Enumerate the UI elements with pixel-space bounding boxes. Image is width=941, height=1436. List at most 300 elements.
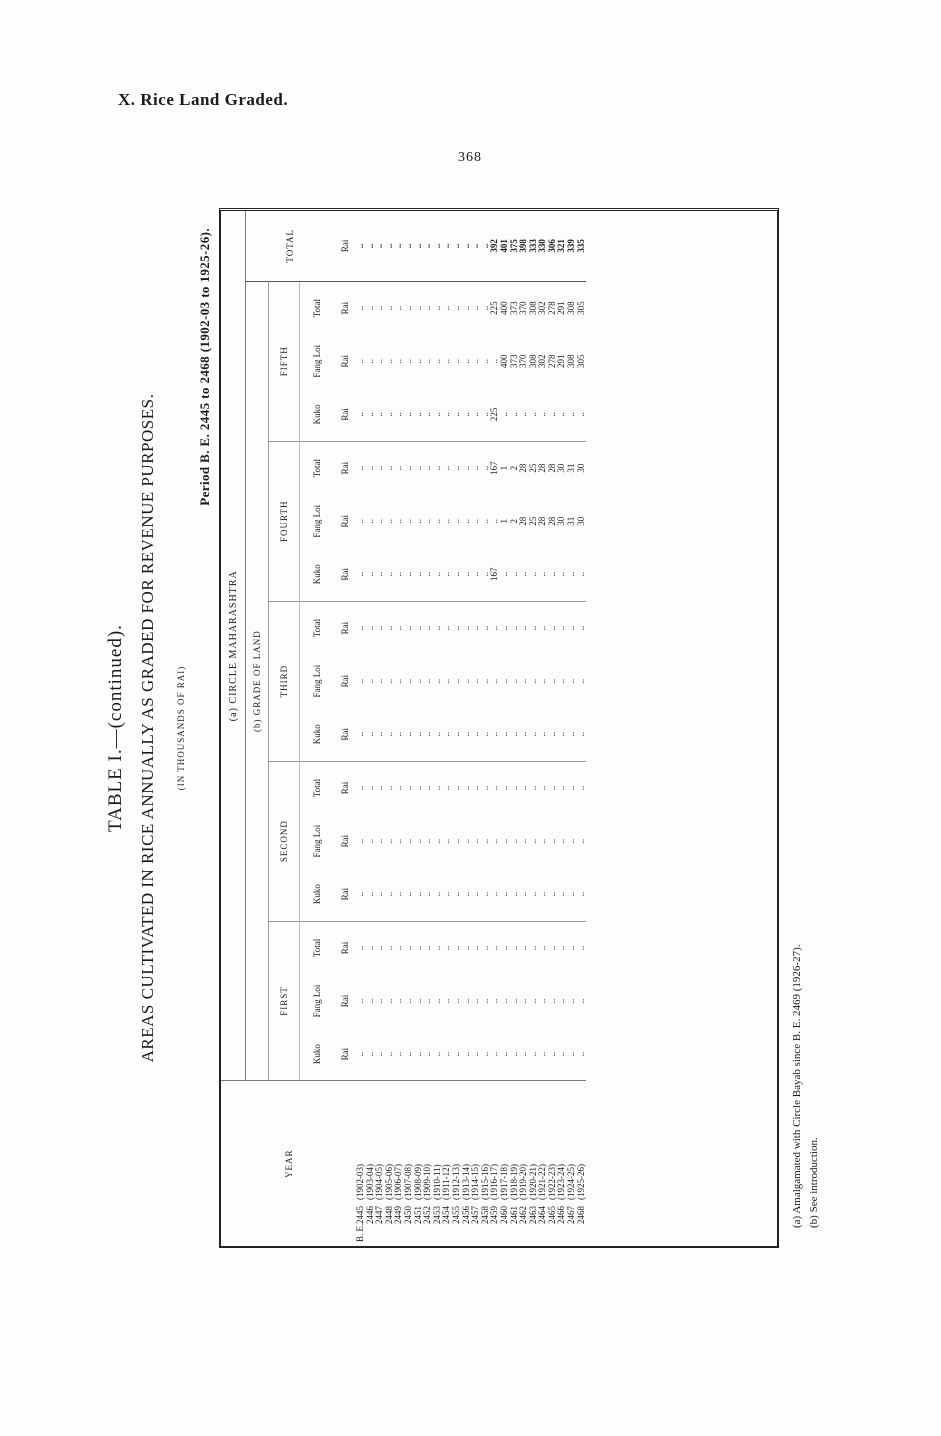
cell-fifth: ..: [441, 359, 452, 364]
year-ad: (1919-20): [518, 1164, 529, 1200]
subcol-fang-loi: Fang Loi: [312, 984, 322, 1018]
cell-fifth: ..: [471, 388, 481, 441]
cell-empty: ..: [393, 945, 404, 951]
table-row: [577, 211, 587, 1246]
year-header: YEAR: [221, 1081, 356, 1246]
footnote-b: (b) See introduction.: [808, 1137, 820, 1228]
cell-empty: ..: [460, 945, 471, 951]
cell-empty: ..: [567, 868, 577, 921]
cell-fourth: ..: [383, 518, 394, 524]
cell-empty: ..: [490, 708, 500, 761]
year-be: 2464: [537, 1206, 548, 1224]
unit-label: Rai: [340, 781, 350, 795]
cell-empty: ..: [412, 625, 423, 631]
unit-label: Rai: [340, 941, 350, 955]
year-be: 2451: [412, 1206, 423, 1224]
cell-fourth: ..: [394, 548, 404, 601]
year-ad: (1915-16): [479, 1164, 490, 1200]
year-be: 2457: [470, 1206, 481, 1224]
cell-empty: ..: [422, 785, 433, 791]
cell-fifth: ..: [364, 305, 375, 311]
table-row: [442, 211, 452, 1246]
cell-fourth: 28: [518, 463, 529, 473]
table-row: [471, 211, 481, 1246]
cell-empty: ..: [431, 785, 442, 791]
cell-empty: ..: [566, 625, 577, 631]
era-label: B. E.: [355, 1223, 365, 1242]
cell-fifth: ..: [402, 359, 413, 364]
table-body: [356, 211, 586, 1246]
cell-fourth: ..: [355, 465, 365, 471]
total-header: TOTAL: [246, 211, 335, 281]
cell-empty: ..: [577, 708, 587, 761]
page-number: 368: [458, 150, 482, 165]
cell-empty: ..: [537, 1051, 548, 1057]
cell-fourth: ..: [510, 548, 520, 601]
cell-fourth: ..: [356, 548, 366, 601]
cell-fourth: ..: [355, 518, 365, 524]
cell-empty: ..: [479, 1051, 490, 1057]
table-row: [481, 211, 491, 1246]
table-period: Period B. E. 2445 to 2468 (1902-03 to 1925-26).: [197, 228, 212, 506]
cell-fourth: ..: [470, 465, 481, 471]
cell-empty: ..: [529, 708, 539, 761]
cell-empty: ..: [412, 678, 423, 684]
cell-fifth: ..: [442, 388, 452, 441]
cell-total: 330: [538, 211, 548, 281]
cell-empty: ..: [385, 708, 395, 761]
table-frame: [219, 208, 779, 1248]
cell-fourth: ..: [393, 465, 404, 471]
cell-total: ..: [433, 211, 443, 281]
cell-empty: ..: [518, 625, 529, 631]
cell-empty: ..: [364, 838, 375, 844]
cell-fourth: ..: [383, 465, 394, 471]
cell-fourth: 25: [527, 516, 538, 526]
cell-empty: ..: [441, 1051, 452, 1057]
cell-empty: ..: [364, 625, 375, 631]
cell-fifth: ..: [355, 305, 365, 311]
year-be: 2459: [489, 1206, 500, 1224]
cell-empty: ..: [498, 625, 509, 631]
grade-fourth: FOURTH: [269, 441, 300, 601]
year-ad: (1910-11): [431, 1164, 442, 1200]
cell-fifth: ..: [462, 388, 472, 441]
cell-empty: ..: [441, 998, 452, 1004]
cell-empty: ..: [489, 1051, 500, 1057]
cell-fifth: 370: [518, 301, 529, 315]
cell-fourth: 28: [537, 463, 548, 473]
year-be: 2455: [450, 1206, 461, 1224]
cell-fifth: ..: [538, 388, 548, 441]
cell-fifth: 308: [566, 301, 577, 315]
cell-empty: ..: [498, 945, 509, 951]
cell-empty: ..: [489, 785, 500, 791]
cell-fifth: 291: [556, 354, 567, 369]
cell-empty: ..: [442, 708, 452, 761]
year-ad: (1908-09): [412, 1164, 423, 1200]
cell-empty: ..: [422, 838, 433, 844]
cell-fifth: ..: [414, 388, 424, 441]
table-header: [221, 211, 356, 1246]
cell-empty: ..: [431, 998, 442, 1004]
cell-fifth: 373: [508, 301, 519, 315]
cell-fourth: 167: [489, 461, 500, 475]
year-ad: (1903-04): [364, 1164, 375, 1200]
year-ad: (1917-18): [498, 1164, 509, 1200]
cell-empty: ..: [402, 998, 413, 1004]
cell-fourth: 31: [566, 463, 577, 473]
cell-empty: ..: [450, 945, 461, 951]
unit-label: Rai: [340, 834, 350, 848]
cell-empty: ..: [470, 678, 481, 684]
cell-fourth: 2: [508, 518, 519, 524]
cell-empty: ..: [546, 998, 557, 1004]
cell-fourth: ..: [460, 465, 471, 471]
cell-empty: ..: [414, 708, 424, 761]
cell-fifth: ..: [423, 388, 433, 441]
table-row: [366, 211, 376, 1246]
year-be: 2463: [527, 1206, 538, 1224]
cell-fifth: ..: [548, 388, 558, 441]
cell-fourth: ..: [422, 465, 433, 471]
cell-empty: ..: [498, 785, 509, 791]
cell-empty: ..: [460, 678, 471, 684]
year-be: 2447: [374, 1206, 385, 1224]
unit-label: Rai: [334, 548, 356, 601]
year-be: 2448: [383, 1206, 394, 1224]
cell-empty: ..: [556, 785, 567, 791]
year-be: 2454: [441, 1206, 452, 1224]
subcol-fang-loi: Fang Loi: [312, 664, 322, 698]
cell-empty: ..: [412, 838, 423, 844]
cell-empty: ..: [518, 998, 529, 1004]
table-row: [414, 211, 424, 1246]
cell-fourth: ..: [548, 548, 558, 601]
cell-fifth: ..: [402, 305, 413, 311]
cell-empty: ..: [470, 945, 481, 951]
cell-empty: ..: [566, 998, 577, 1004]
year-ad: (1916-17): [489, 1164, 500, 1200]
table-row: [462, 211, 472, 1246]
cell-fourth: ..: [366, 548, 376, 601]
cell-empty: ..: [423, 708, 433, 761]
cell-fifth: ..: [460, 359, 471, 364]
cell-total: ..: [385, 211, 395, 281]
cell-total: 306: [548, 211, 558, 281]
cell-empty: ..: [355, 678, 365, 684]
cell-fifth: ..: [412, 305, 423, 311]
cell-empty: ..: [508, 1051, 519, 1057]
cell-fourth: 28: [546, 463, 557, 473]
cell-empty: ..: [355, 1051, 365, 1057]
cell-empty: ..: [412, 1051, 423, 1057]
cell-total: 321: [557, 211, 567, 281]
cell-empty: ..: [450, 625, 461, 631]
cell-fifth: 302: [537, 301, 548, 315]
year-ad: (1921-22): [537, 1164, 548, 1200]
cell-total: 339: [567, 211, 577, 281]
cell-fifth: 400: [498, 354, 509, 369]
subcol-kuko: Kuko: [312, 1044, 322, 1065]
cell-total: ..: [462, 211, 472, 281]
cell-empty: ..: [546, 785, 557, 791]
rice-land-table: [221, 211, 586, 1246]
cell-empty: ..: [489, 678, 500, 684]
cell-fifth: 225: [490, 388, 500, 441]
cell-fourth: ..: [452, 548, 462, 601]
cell-empty: ..: [556, 625, 567, 631]
cell-empty: ..: [383, 678, 394, 684]
cell-fifth: ..: [452, 388, 462, 441]
cell-empty: ..: [422, 998, 433, 1004]
grade-first: FIRST: [269, 921, 300, 1081]
cell-empty: ..: [490, 868, 500, 921]
cell-empty: ..: [431, 1051, 442, 1057]
cell-empty: ..: [375, 868, 385, 921]
cell-empty: ..: [383, 838, 394, 844]
cell-empty: ..: [548, 708, 558, 761]
rotated-table-block: [105, 208, 845, 1248]
cell-empty: ..: [546, 838, 557, 844]
cell-empty: ..: [383, 625, 394, 631]
cell-empty: ..: [498, 678, 509, 684]
cell-fourth: ..: [364, 518, 375, 524]
cell-fifth: 370: [518, 354, 529, 369]
cell-fifth: ..: [529, 388, 539, 441]
cell-empty: ..: [575, 785, 586, 791]
cell-empty: ..: [355, 838, 365, 844]
unit-label: Rai: [340, 514, 350, 528]
cell-empty: ..: [433, 708, 443, 761]
cell-empty: ..: [402, 1051, 413, 1057]
cell-empty: ..: [422, 945, 433, 951]
cell-empty: ..: [575, 945, 586, 951]
cell-fourth: ..: [489, 518, 500, 524]
cell-fifth: ..: [470, 305, 481, 311]
cell-fourth: ..: [402, 518, 413, 524]
cell-empty: ..: [538, 868, 548, 921]
cell-fourth: ..: [393, 518, 404, 524]
cell-empty: ..: [460, 1051, 471, 1057]
cell-fifth: ..: [567, 388, 577, 441]
cell-empty: ..: [510, 868, 520, 921]
cell-fourth: ..: [450, 465, 461, 471]
cell-empty: ..: [422, 1051, 433, 1057]
cell-fourth: ..: [385, 548, 395, 601]
cell-empty: ..: [566, 678, 577, 684]
cell-fourth: ..: [442, 548, 452, 601]
cell-total: ..: [481, 211, 491, 281]
subcol-total: Total: [312, 938, 322, 958]
cell-empty: ..: [441, 838, 452, 844]
cell-empty: ..: [537, 998, 548, 1004]
cell-fifth: ..: [404, 388, 414, 441]
cell-empty: ..: [450, 998, 461, 1004]
cell-empty: ..: [538, 708, 548, 761]
year-ad: (1922-23): [546, 1164, 557, 1200]
cell-fourth: ..: [441, 518, 452, 524]
cell-fourth: ..: [364, 465, 375, 471]
cell-empty: ..: [527, 785, 538, 791]
cell-empty: ..: [356, 868, 366, 921]
cell-empty: ..: [385, 868, 395, 921]
cell-fifth: 278: [546, 354, 557, 369]
unit-label: Rai: [340, 674, 350, 688]
table-row: [404, 211, 414, 1246]
cell-empty: ..: [508, 945, 519, 951]
cell-empty: ..: [557, 868, 567, 921]
subcol-kuko: Kuko: [300, 548, 335, 601]
cell-empty: ..: [412, 945, 423, 951]
cell-fourth: ..: [471, 548, 481, 601]
year-be: 2467: [566, 1206, 577, 1224]
cell-fourth: 31: [566, 516, 577, 526]
cell-fourth: 30: [575, 463, 586, 473]
unit-label: Rai: [340, 355, 350, 368]
cell-fourth: ..: [460, 518, 471, 524]
cell-empty: ..: [404, 708, 414, 761]
cell-empty: ..: [527, 678, 538, 684]
cell-empty: ..: [508, 998, 519, 1004]
subcol-total: Total: [312, 298, 322, 318]
cell-empty: ..: [460, 838, 471, 844]
cell-fourth: 2: [508, 465, 519, 471]
cell-empty: ..: [566, 838, 577, 844]
year-be: 2452: [422, 1206, 433, 1224]
cell-empty: ..: [364, 785, 375, 791]
year-be: 2468: [575, 1206, 586, 1224]
cell-empty: ..: [374, 838, 385, 844]
cell-fifth: 305: [575, 301, 586, 315]
cell-total: ..: [375, 211, 385, 281]
year-ad: (1907-08): [402, 1164, 413, 1200]
cell-empty: ..: [441, 945, 452, 951]
year-ad: (1905-06): [383, 1164, 394, 1200]
cell-empty: ..: [374, 1051, 385, 1057]
cell-fourth: ..: [462, 548, 472, 601]
cell-fourth: 28: [537, 516, 548, 526]
year-ad: (1909-10): [422, 1164, 433, 1200]
cell-empty: ..: [412, 998, 423, 1004]
cell-empty: ..: [470, 838, 481, 844]
table-units-note: (IN THOUSANDS OF RAI): [176, 665, 186, 791]
year-be: 2456: [460, 1206, 471, 1224]
cell-fifth: ..: [394, 388, 404, 441]
cell-fourth: ..: [577, 548, 587, 601]
cell-empty: ..: [508, 678, 519, 684]
year-be: 2462: [518, 1206, 529, 1224]
cell-empty: ..: [393, 838, 404, 844]
cell-empty: ..: [548, 868, 558, 921]
cell-fifth: ..: [489, 359, 500, 364]
cell-total: ..: [442, 211, 452, 281]
cell-total: ..: [452, 211, 462, 281]
table-row: [423, 211, 433, 1246]
cell-total: 335: [577, 211, 587, 281]
cell-fifth: 305: [575, 354, 586, 369]
cell-fourth: ..: [481, 548, 491, 601]
cell-empty: ..: [546, 1051, 557, 1057]
cell-empty: ..: [508, 625, 519, 631]
cell-fifth: ..: [431, 305, 442, 311]
cell-fifth: ..: [385, 388, 395, 441]
cell-fifth: ..: [450, 305, 461, 311]
cell-total: ..: [423, 211, 433, 281]
table-row: [452, 211, 462, 1246]
cell-fourth: 167: [490, 548, 500, 601]
year-ad: (1913-14): [460, 1164, 471, 1200]
cell-empty: ..: [471, 868, 481, 921]
cell-empty: ..: [422, 678, 433, 684]
cell-empty: ..: [460, 625, 471, 631]
cell-empty: ..: [442, 868, 452, 921]
cell-empty: ..: [414, 868, 424, 921]
cell-empty: ..: [383, 945, 394, 951]
cell-empty: ..: [471, 708, 481, 761]
cell-total: 398: [519, 211, 529, 281]
cell-empty: ..: [510, 708, 520, 761]
cell-fourth: 1: [498, 465, 509, 471]
year-be: 2450: [402, 1206, 413, 1224]
cell-empty: ..: [393, 998, 404, 1004]
cell-fourth: 25: [527, 463, 538, 473]
cell-empty: ..: [518, 945, 529, 951]
table-row: [433, 211, 443, 1246]
cell-fifth: 291: [556, 301, 567, 315]
cell-empty: ..: [500, 868, 510, 921]
cell-fourth: ..: [402, 465, 413, 471]
cell-empty: ..: [518, 838, 529, 844]
cell-fifth: ..: [510, 388, 520, 441]
cell-total: 375: [510, 211, 520, 281]
cell-empty: ..: [402, 785, 413, 791]
cell-empty: ..: [556, 1051, 567, 1057]
cell-empty: ..: [433, 868, 443, 921]
year-be: 2466: [556, 1206, 567, 1224]
cell-fifth: ..: [383, 359, 394, 364]
cell-empty: ..: [355, 945, 365, 951]
unit-label: Rai: [340, 621, 350, 635]
cell-empty: ..: [527, 1051, 538, 1057]
grade-third: THIRD: [269, 601, 300, 761]
cell-empty: ..: [402, 838, 413, 844]
cell-fourth: ..: [450, 518, 461, 524]
cell-fifth: 302: [537, 354, 548, 369]
cell-fourth: ..: [470, 518, 481, 524]
cell-empty: ..: [375, 708, 385, 761]
cell-empty: ..: [556, 838, 567, 844]
subcol-total: Total: [312, 458, 322, 478]
cell-fourth: ..: [374, 465, 385, 471]
grade-fifth: FIFTH: [269, 281, 300, 441]
cell-empty: ..: [537, 945, 548, 951]
cell-empty: ..: [404, 868, 414, 921]
cell-fourth: ..: [557, 548, 567, 601]
unit-label: Rai: [340, 301, 350, 315]
cell-empty: ..: [529, 868, 539, 921]
subcol-fang-loi: Fang Loi: [312, 504, 322, 538]
cell-fourth: 28: [546, 516, 557, 526]
cell-empty: ..: [470, 785, 481, 791]
year-be: 2445: [355, 1206, 365, 1224]
cell-fifth: ..: [383, 305, 394, 311]
cell-empty: ..: [402, 625, 413, 631]
cell-empty: ..: [394, 708, 404, 761]
cell-fourth: ..: [567, 548, 577, 601]
cell-empty: ..: [575, 1051, 586, 1057]
subcol-kuko: Kuko: [300, 708, 335, 761]
